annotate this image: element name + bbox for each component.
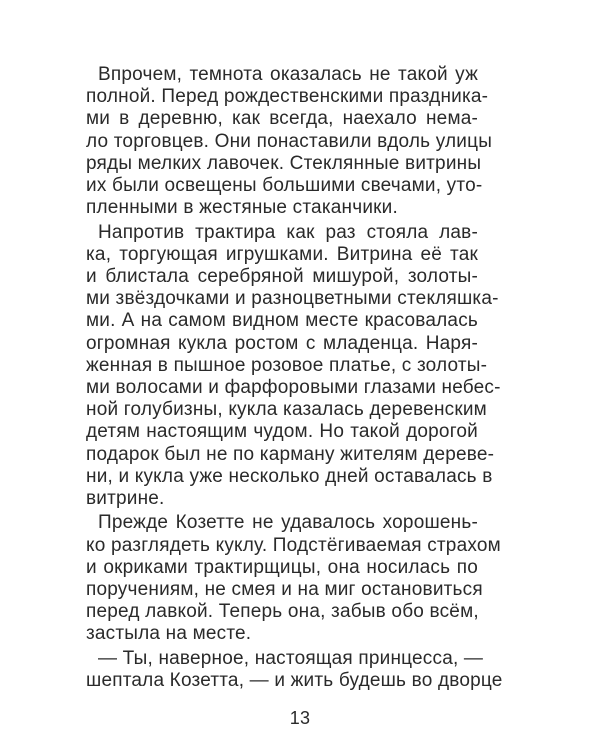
text-line: — Ты, наверное, настоящая принцесса, — [98, 647, 484, 669]
text-line: Впрочем, темнота оказалась не такой уж [98, 64, 478, 85]
text-line: ми волосами и фарфоровыми глазами небес- [86, 377, 501, 398]
text-line: перед лавкой. Теперь она, забыв обо всём, [86, 601, 479, 623]
text-line: и окриками трактирщицы, она носилась по [86, 556, 478, 578]
text-line: витрине. [86, 488, 165, 510]
text-line: их были освещены большими свечами, уто- [86, 175, 483, 197]
text-line: Напротив трактира как раз стояла лав- [98, 221, 478, 243]
text-line: ряды мелких лавочек. Стеклянные витрины [86, 152, 482, 174]
text-line: пленными в жестяные стаканчики. [86, 197, 398, 219]
text-line: ло торговцев. Они понаставили вдоль улицы [86, 130, 493, 152]
text-line: полной. Перед рождественскими праздника- [86, 86, 489, 108]
text-line: ка, торгующая игрушками. Витрина её так [86, 243, 478, 265]
text-line: огромная кукла ростом с младенца. Наря- [86, 332, 478, 354]
text-line: застыла на месте. [86, 623, 252, 645]
text-line: ми. А на самом видном месте красовалась [86, 310, 478, 332]
text-line: шептала Козетта, — и жить будешь во дворце [86, 669, 503, 691]
text-line: ми звёздочками и разноцветными стекляшка- [86, 288, 499, 310]
text-line: Прежде Козетте не удавалось хорошень- [98, 512, 478, 534]
text-line: и блистала серебряной мишурой, золоты- [86, 265, 478, 287]
page-number: 13 [289, 708, 311, 728]
text-line: ми в деревню, как всегда, наехало нема- [86, 108, 478, 130]
text-line: детям настоящим чудом. Но такой дорогой [86, 421, 478, 443]
text-line: ной голубизны, кукла казалась деревенским [86, 399, 487, 421]
text-line: ни, и кукла уже несколько дней оставалась в [86, 465, 493, 487]
text-line: женная в пышное розовое платье, с золоты- [86, 354, 488, 376]
text-line: подарок был не по карману жителям дереве- [86, 443, 495, 465]
text-line: поручениям, не смея и на миг остановиться [86, 578, 483, 600]
text-line: ко разглядеть куклу. Подстёгиваемая страхом [86, 534, 501, 556]
